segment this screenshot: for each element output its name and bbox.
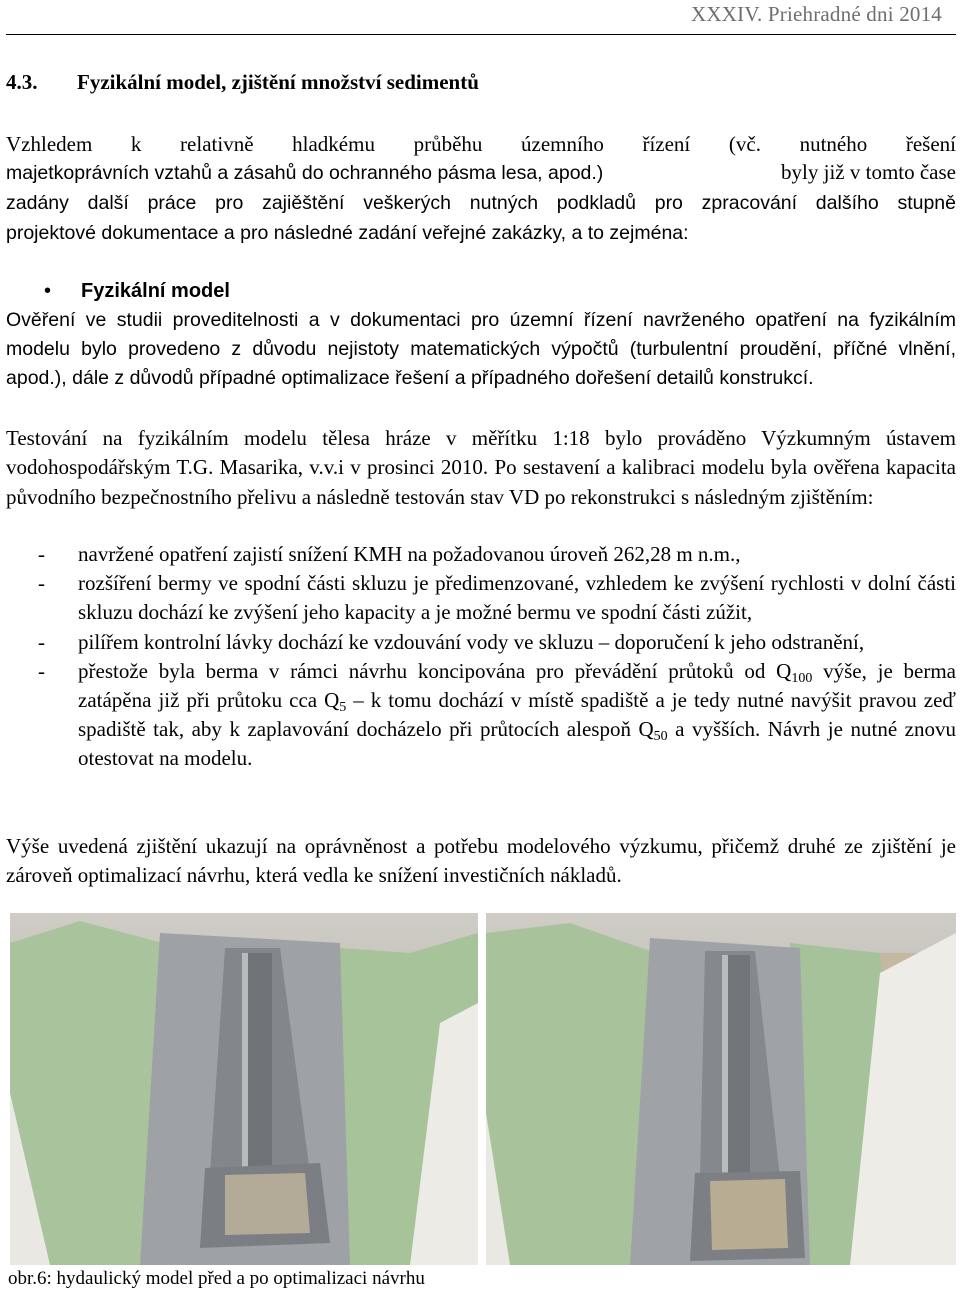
model-photographs	[10, 913, 956, 1265]
figure-caption: obr.6: hydaulický model před a po optimalizaci návrhu	[8, 1268, 425, 1289]
finding-item: - přestože byla berma v rámci návrhu koncipována pro převádění průtoků od $Q_{100}$ výše, je berma zatápěna již při průtoku cca $Q_5$ – k tomu dochází v místě spadiště a je tedy nutné navýšit pravou zeď spadiště tak, aby k zaplavování docházelo při průtocích alespoň $Q_{50}$ a vyšších. Návrh je nutné znovu otestovat na modelu.	[38, 658, 957, 771]
intro-line-2: majetkoprávních vztahů a zásahů do ochranného pásma lesa, apod.)	[6, 162, 604, 184]
finding-item: - navržené opatření zajistí snížení KMH na požadovanou úroveň 262,28 m n.m.,	[38, 542, 741, 566]
header-rule	[6, 34, 956, 35]
photo-after	[486, 913, 956, 1265]
finding-item: - rozšíření bermy ve spodní části skluzu je předimenzované, vzhledem ke zvýšení rychlosti v dolní části skluzu dochází ke zvýšení jeho kapacity a je možné bermu ve spodní části zúžit,	[38, 571, 956, 625]
bullet-label: Fyzikální model	[81, 280, 230, 302]
intro-line-3: zadány další práce pro zajiěštění veškerých nutných podkladů pro zpracování dalšího stupně	[6, 192, 956, 214]
paragraph-conclusion: Výše uvedená zjištění ukazují na oprávněnost a potřebu modelového výzkumu, přičemž druhé ze zjištění je zároveň optimalizací návrhu, která vedla ke snížení investičních nákladů.	[6, 834, 956, 888]
paragraph-testing: Testování na fyzikálním modelu tělesa hráze v měřítku 1:18 bylo prováděno Výzkumným ústavem vodohospodářským T.G. Masarika, v.v.i v prosinci 2010. Po sestavení a kalibraci modelu byla ověřena kapacita původního bezpečnostního přelivu a následně testován stav VD po rekonstrukci s následným zjištěním:	[6, 426, 956, 509]
paragraph-verification: Ověření ve studii proveditelnosti a v dokumentaci pro územní řízení navrženého opatření na fyzikálním modelu bylo provedeno z důvodu nejistoty matematických výpočtů (turbulentní proudění, příčné vlnění, apod.), dále z důvodů případné optimalizace řešení a případného dořešení detailů konstrukcí.	[6, 309, 956, 390]
running-header: XXXIV. Priehradné dni 2014	[691, 2, 942, 26]
bullet-item	[44, 280, 230, 303]
intro-line-4: projektové dokumentace a pro následné zadání veřejné zakázky, a to zejména:	[6, 222, 689, 244]
findings-list	[6, 540, 956, 774]
section-title: Fyzikální model, zjištění množství sedimentů	[77, 70, 479, 94]
bullet-symbol: •	[44, 280, 52, 302]
photo-before	[10, 913, 478, 1265]
photo-pair	[10, 913, 956, 1265]
section-number: 4.3.	[6, 70, 38, 94]
intro-line-1: Vzhledem k relativně hladkému průběhu územního řízení (vč. nutného řešení	[6, 132, 956, 156]
finding-item: - pilířem kontrolní lávky dochází ke vzdouvání vody ve skluzu – doporučení k jeho odstranění,	[38, 629, 865, 654]
intro-line-2-tail: byly již v tomto čase	[781, 160, 956, 184]
section-heading	[6, 70, 479, 95]
